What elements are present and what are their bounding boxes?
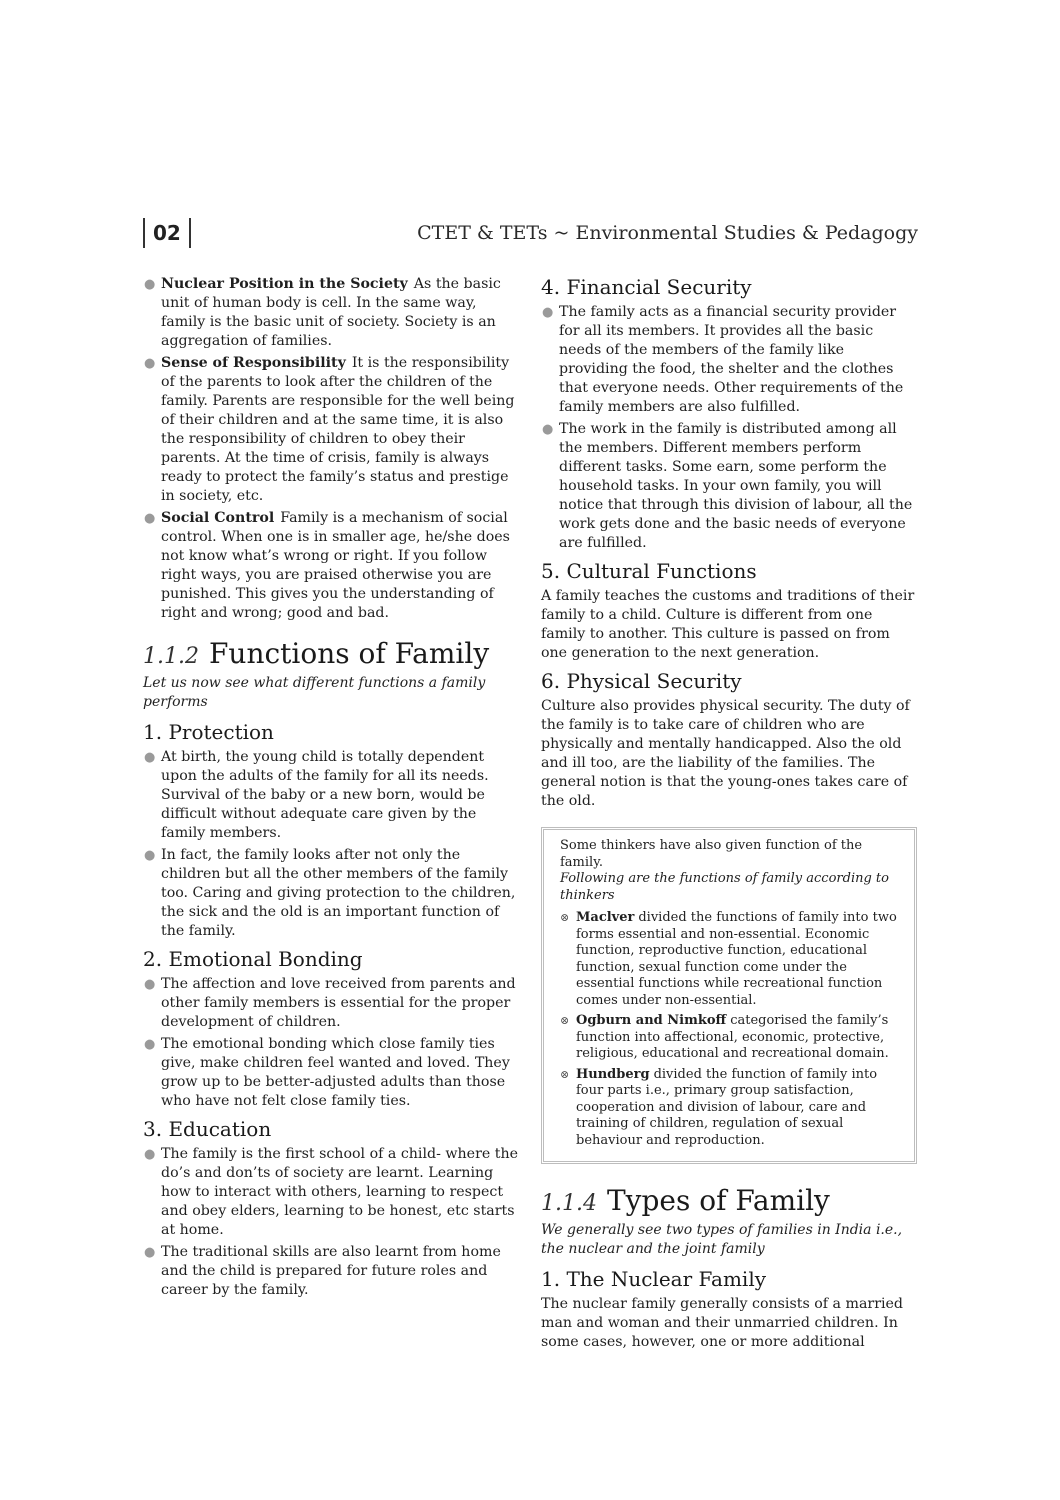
section-heading-types	[541, 1184, 917, 1217]
bullet-icon: ●	[144, 356, 156, 371]
bullet-text: The emotional bonding which close family ties give, make children feel wanted and loved. They grow up to be better-adjusted adults than those who have not felt close family ties.	[161, 1036, 510, 1109]
thinker-text: categorised the family’s function into affectional, economic, protective, religious, educational and recreational domain.	[576, 1013, 889, 1061]
bullet-text: In fact, the family looks after not only the children but all the other members of the family too. Caring and giving protection to the children, the sick and the old is an important function of the family.	[161, 847, 516, 939]
thinkers-list	[560, 910, 900, 1149]
section-number: 1.1.4	[541, 1191, 597, 1216]
list-item	[560, 1067, 900, 1150]
education-list	[143, 1145, 518, 1300]
left-column	[143, 275, 518, 1303]
bullet-icon: ●	[542, 305, 554, 320]
list-item	[143, 748, 518, 843]
bullet-text: As the basic unit of human body is cell. In the same way, family is the basic unit of society. Society is an aggregation of families.	[161, 276, 501, 349]
protection-list	[143, 748, 518, 941]
list-item	[143, 1145, 518, 1240]
thinker-text: divided the functions of family into two forms essential and non-essential. Economic function, reproductive function, educational function, sexual function come under the essential functions while recreational function comes under non-essential.	[576, 910, 897, 1008]
section-number: 1.1.2	[143, 644, 199, 669]
heading-nuclear-family: 1. The Nuclear Family	[541, 1267, 767, 1291]
bullet-lead: Nuclear Position in the Society	[161, 276, 408, 292]
section-title: Types of Family	[606, 1184, 830, 1217]
list-item	[560, 1013, 900, 1063]
heading-cultural-functions: 5. Cultural Functions	[541, 559, 757, 583]
bullet-lead: Social Control	[161, 510, 275, 526]
bullet-icon: ●	[144, 1037, 156, 1052]
physical-paragraph: Culture also provides physical security. The duty of the family is to take care of children who are physically and mentally handicapped. Also the old and ill too, are the liability of the families. The general notion is that the young-ones takes care of the old.	[541, 698, 910, 809]
financial-list	[541, 303, 917, 553]
heading-emotional-bonding: 2. Emotional Bonding	[143, 947, 363, 971]
arrow-circle-icon: ⊗	[560, 1014, 570, 1027]
bullet-text: The traditional skills are also learnt from home and the child is prepared for future roles and career by the family.	[161, 1244, 501, 1298]
right-column	[541, 275, 917, 1358]
list-item	[143, 509, 518, 623]
section-heading-functions	[143, 637, 518, 670]
thinker-name: Maclver	[576, 910, 635, 925]
thinkers-box	[541, 827, 917, 1164]
section-title: Functions of Family	[208, 637, 490, 670]
page-number: 02	[143, 218, 191, 248]
thinker-name: Ogburn and Nimkoff	[576, 1013, 727, 1028]
emotional-list	[143, 975, 518, 1111]
bullet-icon: ●	[144, 848, 156, 863]
list-item	[143, 1035, 518, 1111]
bullet-text: At birth, the young child is totally dependent upon the adults of the family for all its needs. Survival of the baby or a new born, would be difficult without adequate care given by the family members.	[161, 749, 489, 841]
bullet-icon: ●	[144, 977, 156, 992]
list-item	[541, 303, 917, 417]
bullet-text: The work in the family is distributed among all the members. Different members perform different tasks. Some earn, some perform the household tasks. In your own family, you will notice that through this division of labour, all the work gets done and the basic needs of everyone are fulfilled.	[559, 421, 913, 551]
bullet-text: The affection and love received from parents and other family members is essential for the proper development of children.	[161, 976, 516, 1030]
box-intro: Some thinkers have also given function of the family.	[560, 838, 863, 870]
bullet-text: It is the responsibility of the parents to look after the children of the family. Parents are responsible for the well being of their children and at the same time, it is also the responsibility of children to obey their parents. At the time of crisis, family is always ready to protect the family’s status and prestige in society, etc.	[161, 355, 515, 504]
bullet-icon: ●	[144, 511, 156, 526]
list-item	[143, 354, 518, 506]
heading-education: 3. Education	[143, 1117, 272, 1141]
box-intro-italic: Following are the functions of family according to thinkers	[560, 871, 889, 903]
list-item	[541, 420, 917, 553]
bullet-icon: ●	[144, 1245, 156, 1260]
bullet-icon: ●	[144, 277, 156, 292]
bullet-text: Family is a mechanism of social control. When one is in smaller age, he/she does not know what’s wrong or right. If you follow right ways, you are praised otherwise you are punished. This gives you the understanding of right and wrong; good and bad.	[161, 510, 510, 621]
heading-financial-security: 4. Financial Security	[541, 275, 752, 299]
thinker-name: Hundberg	[576, 1066, 650, 1082]
intro-bullet-list	[143, 275, 518, 623]
arrow-circle-icon: ⊗	[560, 1067, 570, 1081]
page-header	[143, 218, 918, 252]
bullet-text: The family acts as a financial security provider for all its members. It provides all the basic needs of the members of the family like providing the food, the shelter and the clothes that everyone needs. Other requirements of the family members are also fulfilled.	[559, 304, 904, 415]
nuclear-paragraph: The nuclear family generally consists of a married man and woman and their unmarried children. In some cases, however, one or more additional	[541, 1296, 904, 1350]
list-item	[143, 1243, 518, 1300]
cultural-paragraph: A family teaches the customs and traditions of their family to a child. Culture is different from one family to another. This culture is passed on from one generation to the next generation.	[541, 588, 915, 661]
list-item	[143, 275, 518, 351]
bullet-icon: ●	[144, 750, 156, 765]
list-item	[143, 846, 518, 941]
arrow-circle-icon: ⊗	[560, 911, 570, 924]
running-title: CTET & TETs ~ Environmental Studies & Pedagogy	[417, 222, 918, 244]
list-item	[143, 975, 518, 1032]
bullet-icon: ●	[542, 422, 554, 437]
section-subtitle: Let us now see what different functions a family performs	[143, 675, 486, 710]
bullet-lead: Sense of Responsibility	[161, 355, 346, 371]
bullet-icon: ●	[144, 1147, 156, 1162]
bullet-text: The family is the first school of a child- where the do’s and don’ts of society are learnt. Learning how to interact with others, learning to respect and obey elders, learning to be honest, etc starts at home.	[161, 1146, 518, 1238]
list-item	[560, 910, 900, 1009]
section-subtitle: We generally see two types of families in India i.e., the nuclear and the joint family	[541, 1222, 903, 1257]
heading-protection: 1. Protection	[143, 720, 274, 744]
heading-physical-security: 6. Physical Security	[541, 669, 742, 693]
thinker-text: divided the function of family into four parts i.e., primary group satisfaction, cooperation and division of labour, care and training of children, regulation of sexual behaviour and reproduction.	[576, 1066, 878, 1148]
